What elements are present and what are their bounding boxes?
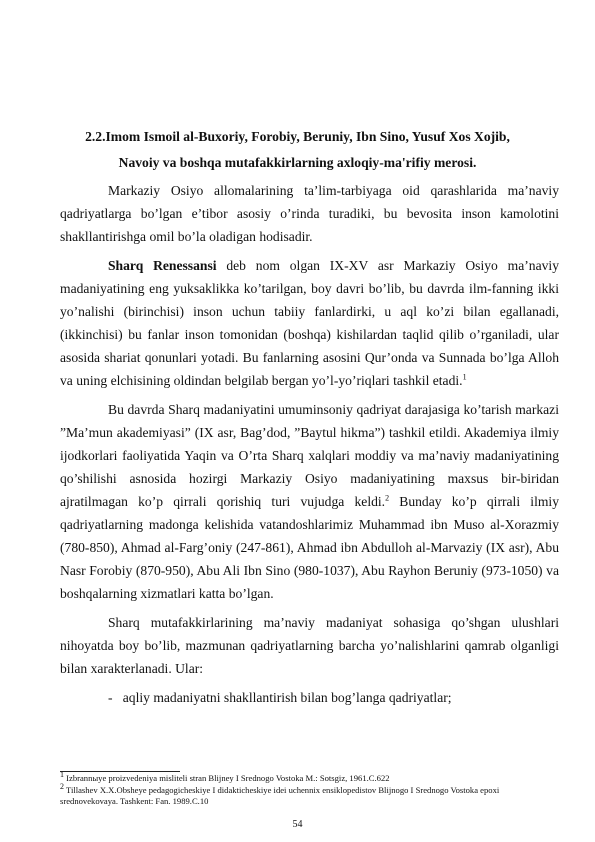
paragraph-1: Markaziy Osiyo allomalarining ta’lim-tarbiyaga oid qarashlarida ma’naviy qadriyatlarga bo’lgan e’tibor asosiy o’rinda turadiki, bu bevosita inson kamolotini shakllantirishga omil bo’la oladigan hodisadir. <box>60 183 559 244</box>
footnote-ref-1[interactable]: 1 <box>462 372 467 382</box>
footnote-2 <box>60 781 559 808</box>
footnote-2-number: 2 <box>60 781 64 791</box>
list-item <box>60 686 559 709</box>
footnote-1 <box>60 770 559 785</box>
paragraph-3-text-b: Bunday ko’p qirrali ilmiy qadriyatlarning madonga kelishida vatandoshlarimiz Muhammad ibn Muso al-Xorazmiy (780-850), Ahmad al-Farg’oniy (247-861), Ahmad ibn Abdulloh al-Marvaziy (IX asr), Abu Nasr Forobiy (870-950), Abu Ali Ibn Sino (980-1037), Abu Rayhon Beruniy (973-1050) va boshqalarning xizmatlari katta bo’lgan. <box>60 494 559 601</box>
footnotes <box>60 770 559 808</box>
footnote-ref-2[interactable]: 2 <box>385 493 390 503</box>
sharq-renessansi-term: Sharq Renessansi <box>108 258 217 273</box>
paragraph-3 <box>60 398 559 605</box>
body-text <box>60 179 559 709</box>
paragraph-2 <box>60 254 559 392</box>
footnote-1-number: 1 <box>60 770 64 780</box>
list-item-text: aqliy madaniyatni shakllantirish bilan bog’langa qadriyatlar; <box>122 690 452 705</box>
footnote-2-text: Tillashev X.X.Obsheye pedagogicheskiye I didakticheskiye idei uchennix ensiklopedistov Blijnogo I Srednogo Vostoka epoxi srednovekovaya. Tashkent: Fan. 1989.C.10 <box>60 784 500 806</box>
section-heading <box>60 124 535 176</box>
heading-line-2: Navoiy va boshqa mutafakkirlarning axloqiy-ma'rifiy merosi. <box>118 155 477 170</box>
paragraph-4: Sharq mutafakkirlarining ma’naviy madaniyat sohasiga qo’shgan ulushlari nihoyatda boy bo’lib, mazmunan qadriyatlarning barcha yo’nalishlarini qamrab olganligi bilan xarakterlanadi. Ular: <box>60 615 559 676</box>
footnote-divider <box>60 771 180 772</box>
page-number: 54 <box>292 819 303 830</box>
paragraph-2-text: deb nom olgan IX-XV asr Markaziy Osiyo ma’naviy madaniyatining eng yuksaklikka ko’tarilgan, boy davri bo’lib, bu davrda ilm-fanning ikki yo’nalishi (birinchisi) inson uchun tabiiy fanlardirki, u aql ko’zi bilan egallanadi, (ikkinchisi) bu fanlar inson tomonidan (boshqa) kishilardan taqlid qilib o’rganiladi, ular asosida shariat qonunlari yotadi. Bu fanlarning asosini Qur’onda va Sunnada bo’lga Alloh va uning elchisining oldindan belgilab bergan yo’l-yo’riqlari tashkil etadi. <box>60 258 559 388</box>
footnote-1-text: Izbrannыye proizvedeniya misliteli stran Blijnеy I Srednogo Vostoka M.: Sotsgiz, 1961.C.622 <box>64 773 390 783</box>
list-dash: - <box>108 690 113 705</box>
paragraph-3-text-a: Bu davrda Sharq madaniyatini umuminsoniy qadriyat darajasiga ko’tarish markazi ”Ma’mun akademiyasi” (IX asr, Bag’dod, ”Baytul hikma”) tashkil etildi. Akademiya ilmiy ijodkorlari faoliyatida Yaqin va O’rta Sharq xalqlari moddiy va ma’naviy madaniyatining qo’shilishi asnosida hozirgi Markaziy Osiyo madaniyatining maxsus bir-biridan ajratilmagan ko’p qirrali qorishiq turi vujudga keldi. <box>60 402 559 509</box>
heading-line-1: 2.2.Imom Ismoil al-Buxoriy, Forobiy, Beruniy, Ibn Sino, Yusuf Xos Xojib, <box>85 129 510 144</box>
